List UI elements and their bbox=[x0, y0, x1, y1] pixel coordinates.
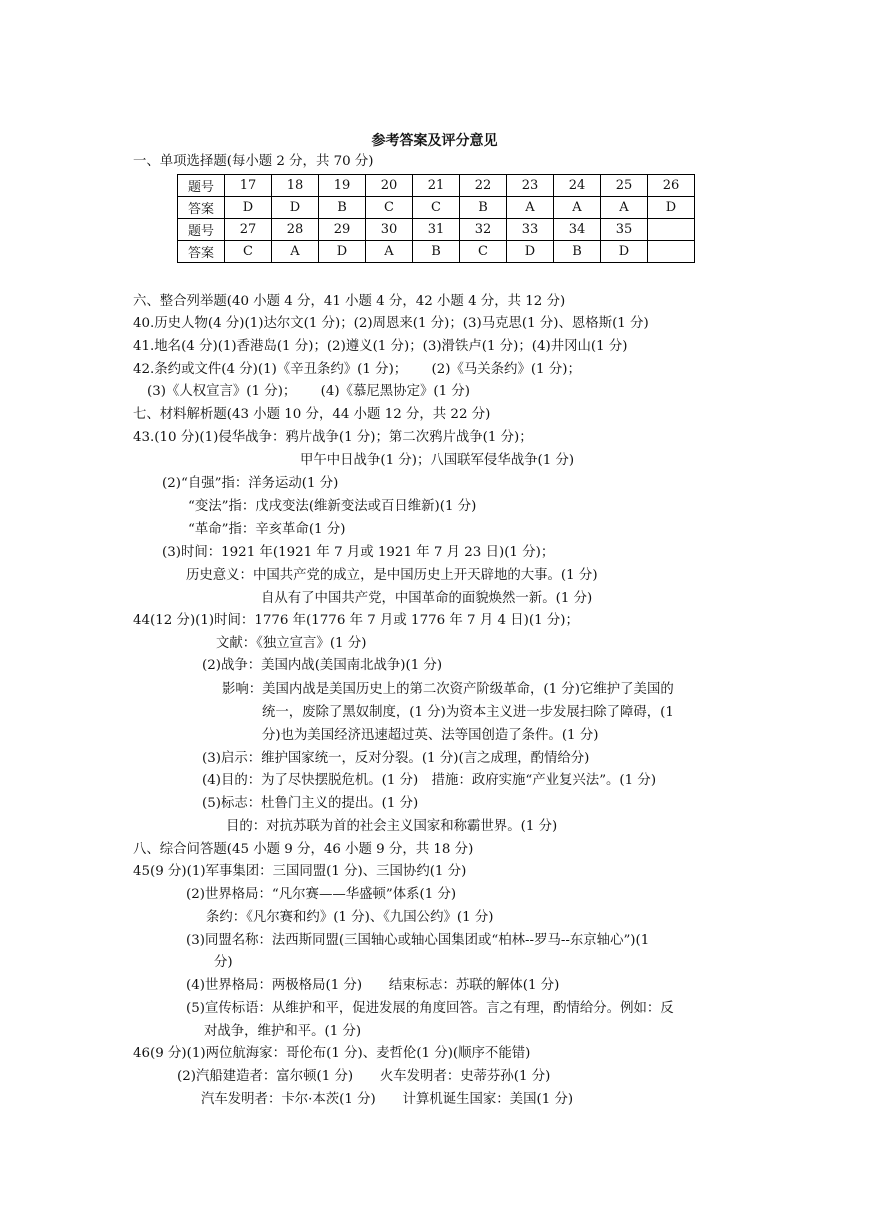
row-header-cell: 题号 bbox=[178, 219, 225, 241]
table-row bbox=[178, 219, 695, 241]
table-cell: 32 bbox=[460, 219, 507, 241]
answer-line: 分) bbox=[214, 955, 233, 970]
answer-line: 对战争，维护和平。(1 分) bbox=[204, 1024, 362, 1039]
table-cell: 35 bbox=[601, 219, 648, 241]
answer-line: (2)汽船建造者：富尔顿(1 分) 火车发明者：史蒂芬孙(1 分) bbox=[177, 1069, 551, 1084]
page-title: 参考答案及评分意见 bbox=[371, 133, 498, 149]
answer-line: 影响：美国内战是美国历史上的第二次资产阶级革命，(1 分)它维护了美国的 bbox=[222, 682, 674, 697]
answer-line: 分)也为美国经济迅速超过英、法等国创造了条件。(1 分) bbox=[262, 728, 599, 743]
table-cell: 33 bbox=[507, 219, 554, 241]
table-cell: A bbox=[272, 241, 319, 263]
table-cell: C bbox=[413, 197, 460, 219]
table-cell: A bbox=[601, 197, 648, 219]
table-row bbox=[178, 175, 695, 197]
table-cell: D bbox=[507, 241, 554, 263]
table-row bbox=[178, 241, 695, 263]
table-cell: 21 bbox=[413, 175, 460, 197]
answer-line: 40.历史人物(4 分)(1)达尔文(1 分)；(2)周恩来(1 分)；(3)马克思(1 分)、恩格斯(1 分) bbox=[133, 316, 649, 331]
answer-line: (3)《人权宣言》(1 分)； (4)《慕尼黑协定》(1 分) bbox=[147, 384, 470, 399]
row-header-cell: 题号 bbox=[178, 175, 225, 197]
table-cell: C bbox=[366, 197, 413, 219]
answer-table bbox=[177, 174, 695, 263]
answer-line: 条约：《凡尔赛和约》(1 分)、《九国公约》(1 分) bbox=[206, 910, 494, 925]
answer-line: (2)战争：美国内战(美国南北战争)(1 分) bbox=[202, 658, 443, 673]
answer-line: (4)目的：为了尽快摆脱危机。(1 分) 措施：政府实施“产业复兴法”。(1 分) bbox=[202, 773, 657, 788]
table-cell: A bbox=[366, 241, 413, 263]
answer-line: 历史意义：中国共产党的成立，是中国历史上开天辟地的大事。(1 分) bbox=[186, 568, 598, 583]
section-heading-material: 七、材料解析题(43 小题 10 分，44 小题 12 分，共 22 分) bbox=[133, 407, 491, 422]
table-cell: 25 bbox=[601, 175, 648, 197]
table-cell: B bbox=[413, 241, 460, 263]
table-cell: D bbox=[601, 241, 648, 263]
table-cell: A bbox=[554, 197, 601, 219]
table-cell: D bbox=[225, 197, 272, 219]
section-heading-comprehensive: 八、综合问答题(45 小题 9 分，46 小题 9 分，共 18 分) bbox=[133, 842, 474, 857]
answer-line: (2)世界格局：“凡尔赛——华盛顿”体系(1 分) bbox=[186, 887, 457, 902]
section-heading-list: 六、整合列举题(40 小题 4 分，41 小题 4 分，42 小题 4 分，共 12 分) bbox=[133, 294, 566, 309]
table-cell: 26 bbox=[648, 175, 695, 197]
table-cell: 24 bbox=[554, 175, 601, 197]
answer-line: “革命”指：辛亥革命(1 分) bbox=[188, 522, 346, 537]
answer-line: 43.(10 分)(1)侵华战争：鸦片战争(1 分)；第二次鸦片战争(1 分)； bbox=[133, 430, 533, 445]
answer-line: (5)标志：杜鲁门主义的提出。(1 分) bbox=[202, 796, 419, 811]
answer-line: (3)启示：维护国家统一，反对分裂。(1 分)(言之成理，酌情给分) bbox=[202, 751, 590, 766]
table-cell: C bbox=[460, 241, 507, 263]
table-cell: 22 bbox=[460, 175, 507, 197]
answer-line: (4)世界格局：两极格局(1 分) 结束标志：苏联的解体(1 分) bbox=[186, 978, 560, 993]
answer-line: (3)同盟名称：法西斯同盟(三国轴心或轴心国集团或“柏林--罗马--东京轴心”)(1 bbox=[186, 933, 650, 948]
table-cell: 27 bbox=[225, 219, 272, 241]
answer-line: “变法”指：戊戌变法(维新变法或百日维新)(1 分) bbox=[188, 499, 477, 514]
table-cell: 19 bbox=[319, 175, 366, 197]
answer-line: (5)宣传标语：从维护和平，促进发展的角度回答。言之有理，酌情给分。例如：反 bbox=[186, 1001, 674, 1016]
table-cell: 29 bbox=[319, 219, 366, 241]
answer-line: (3)时间：1921 年(1921 年 7 月或 1921 年 7 月 23 日)(1 分)； bbox=[162, 545, 555, 560]
section-heading-choice: 一、单项选择题(每小题 2 分，共 70 分) bbox=[133, 154, 374, 169]
answer-line: 文献：《独立宣言》(1 分) bbox=[216, 636, 367, 651]
table-cell: D bbox=[648, 197, 695, 219]
table-cell: B bbox=[319, 197, 366, 219]
table-cell: B bbox=[554, 241, 601, 263]
answer-line: 目的：对抗苏联为首的社会主义国家和称霸世界。(1 分) bbox=[226, 819, 558, 834]
table-cell: C bbox=[225, 241, 272, 263]
answer-line: 46(9 分)(1)两位航海家：哥伦布(1 分)、麦哲伦(1 分)(顺序不能错) bbox=[133, 1046, 531, 1061]
answer-line: 甲午中日战争(1 分)；八国联军侵华战争(1 分) bbox=[300, 453, 575, 468]
table-cell: 20 bbox=[366, 175, 413, 197]
table-cell: 34 bbox=[554, 219, 601, 241]
table-cell: B bbox=[460, 197, 507, 219]
answer-line: 自从有了中国共产党，中国革命的面貌焕然一新。(1 分) bbox=[261, 591, 593, 606]
table-cell: 28 bbox=[272, 219, 319, 241]
table-cell: D bbox=[319, 241, 366, 263]
answer-line: 45(9 分)(1)军事集团：三国同盟(1 分)、三国协约(1 分) bbox=[133, 864, 467, 879]
answer-line: 汽车发明者：卡尔·本茨(1 分) 计算机诞生国家：美国(1 分) bbox=[201, 1092, 574, 1107]
table-cell: D bbox=[272, 197, 319, 219]
table-cell: 31 bbox=[413, 219, 460, 241]
row-header-cell: 答案 bbox=[178, 241, 225, 263]
answer-line: 44(12 分)(1)时间：1776 年(1776 年 7 月或 1776 年 7 月 4 日)(1 分)； bbox=[133, 613, 579, 628]
table-cell: 23 bbox=[507, 175, 554, 197]
table-cell: 18 bbox=[272, 175, 319, 197]
table-cell: 17 bbox=[225, 175, 272, 197]
table-cell bbox=[648, 241, 695, 263]
table-cell: 30 bbox=[366, 219, 413, 241]
row-header-cell: 答案 bbox=[178, 197, 225, 219]
answer-line: (2)“自强”指：洋务运动(1 分) bbox=[162, 476, 339, 491]
answer-line: 41.地名(4 分)(1)香港岛(1 分)；(2)遵义(1 分)；(3)滑铁卢(1 分)；(4)井冈山(1 分) bbox=[133, 339, 628, 354]
table-cell: A bbox=[507, 197, 554, 219]
table-cell bbox=[648, 219, 695, 241]
table-row bbox=[178, 197, 695, 219]
answer-line: 统一，废除了黑奴制度，(1 分)为资本主义进一步发展扫除了障碍，(1 bbox=[262, 705, 674, 720]
answer-line: 42.条约或文件(4 分)(1)《辛丑条约》(1 分)； (2)《马关条约》(1 分)； bbox=[133, 362, 581, 377]
